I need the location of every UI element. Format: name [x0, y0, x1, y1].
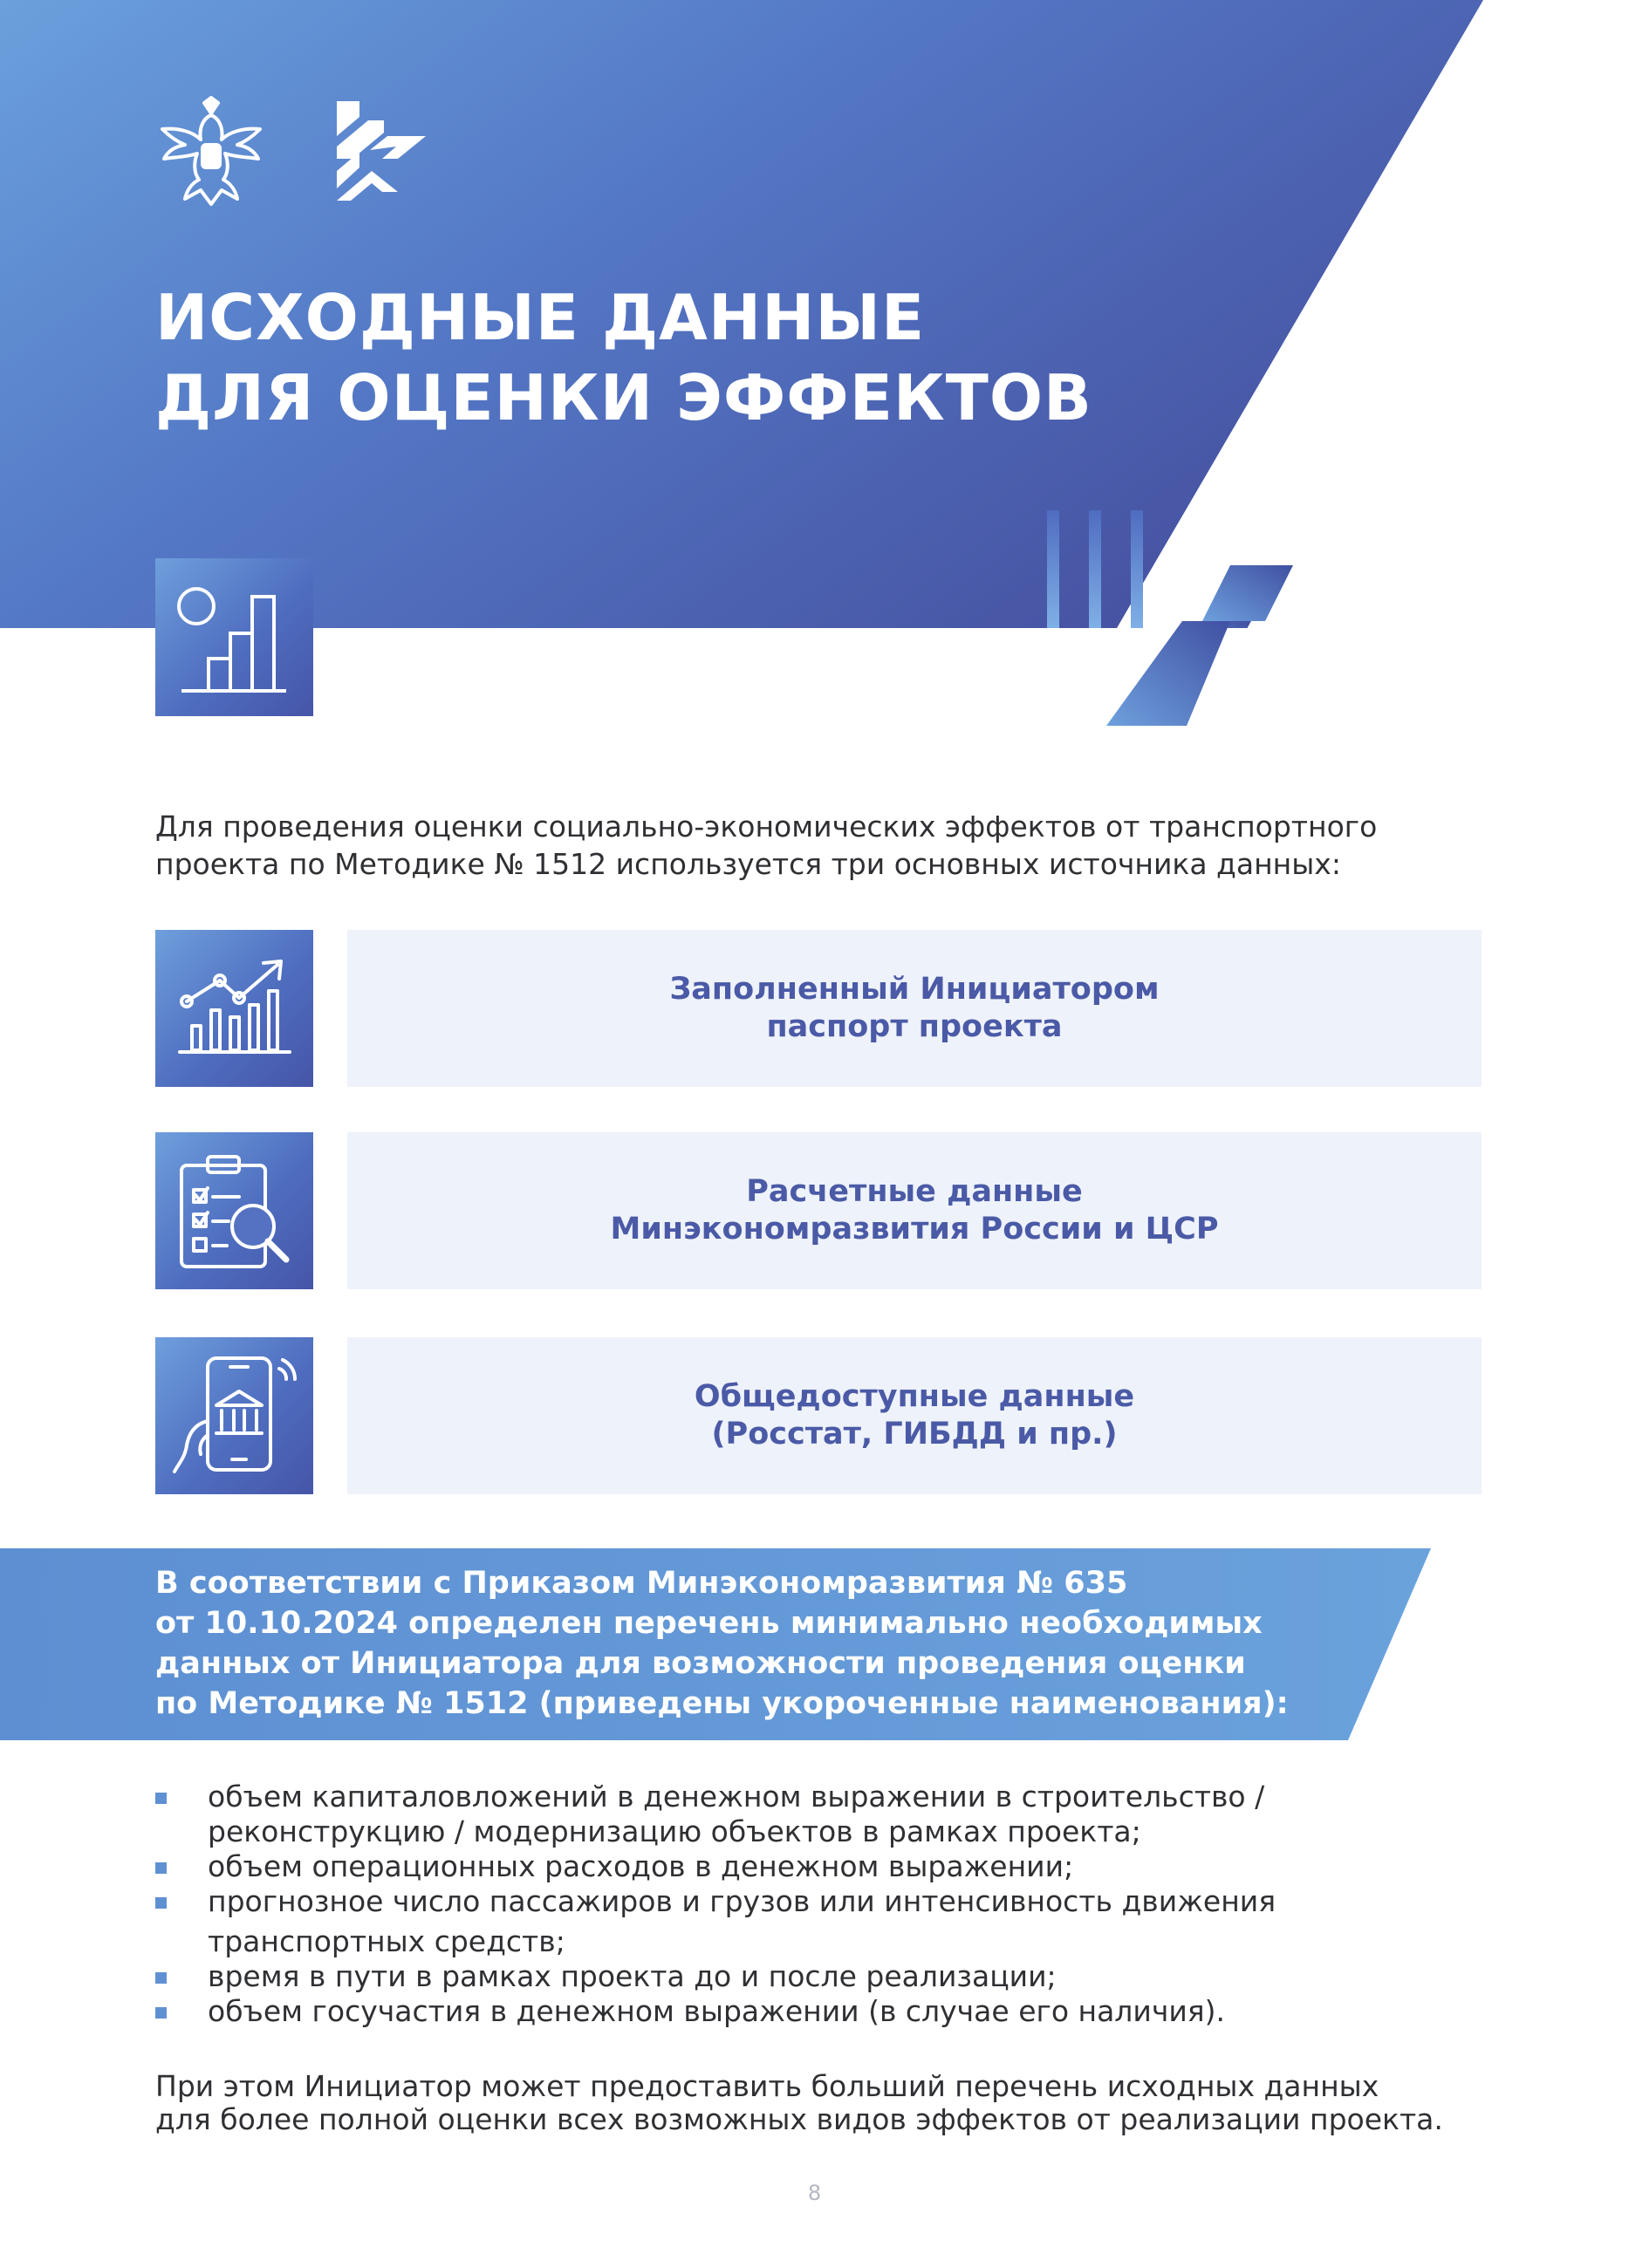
list-item [155, 1780, 1464, 1849]
source-icon-box [155, 930, 313, 1087]
page-title-line: ИСХОДНЫЕ ДАННЫЕ [155, 281, 926, 354]
page-title [155, 277, 1290, 438]
closing-text [155, 2070, 1482, 2136]
clipboard-search-icon [155, 1132, 313, 1289]
list-item-line: реконструкцию / модернизацию объектов в рамках проекта; [208, 1814, 1141, 1848]
list-item-line: транспортных средств; [208, 1924, 565, 1958]
intro-text [155, 808, 1464, 883]
banner-line: от 10.10.2024 определен перечень минимально необходимых [155, 1606, 1263, 1641]
closing-line: При этом Инициатор может предоставить больший перечень исходных данных [155, 2069, 1379, 2103]
bar-chart-icon [155, 558, 313, 716]
source-card-line: Минэкономразвития России и ЦСР [610, 1212, 1219, 1247]
intro-line: проекта по Методике № 1512 используется три основных источника данных: [155, 847, 1341, 881]
square-bullet-icon [155, 2007, 167, 2019]
list-item-line: прогнозное число пассажиров и грузов или интенсивность движения [208, 1884, 1277, 1918]
requirements-list [155, 1780, 1464, 2029]
list-item [155, 1849, 1464, 1884]
source-card-line: паспорт проекта [766, 1009, 1063, 1044]
banner-line: данных от Инициатора для возможности проведения оценки [155, 1646, 1246, 1681]
ministry-logo-mark [330, 98, 428, 204]
growth-chart-icon [155, 930, 313, 1087]
source-icon-box [155, 1337, 313, 1494]
info-banner-text [155, 1563, 1464, 1724]
list-item-line: время в пути в рамках проекта до и после реализации; [208, 1959, 1057, 1993]
square-bullet-icon [155, 1793, 167, 1804]
source-card-line: (Росстат, ГИБДД и пр.) [711, 1417, 1118, 1452]
list-item-line: объем капиталовложений в денежном выражении в строительство / [208, 1780, 1265, 1814]
list-item [155, 1884, 1464, 1959]
russian-eagle-emblem [150, 96, 272, 208]
smartphone-bank-icon [155, 1337, 313, 1494]
banner-line: по Методике № 1512 (приведены укороченные наименования): [155, 1686, 1289, 1721]
source-card-line: Расчетные данные [746, 1174, 1083, 1209]
list-item-line: объем госучастия в денежном выражении (в случае его наличия). [208, 1994, 1226, 2028]
banner-line: В соответствии с Приказом Минэкономразвития № 635 [155, 1566, 1128, 1601]
closing-line: для более полной оценки всех возможных видов эффектов от реализации проекта. [155, 2102, 1443, 2136]
section-icon-box [155, 558, 313, 716]
list-item-line: объем операционных расходов в денежном выражении; [208, 1849, 1074, 1883]
square-bullet-icon [155, 1972, 167, 1984]
source-card-line: Общедоступные данные [694, 1379, 1135, 1414]
source-card-line: Заполненный Инициатором [669, 972, 1160, 1007]
list-item [155, 1994, 1464, 2029]
page-number: 8 [807, 2181, 822, 2205]
source-card [347, 930, 1482, 1087]
square-bullet-icon [155, 1862, 167, 1874]
square-bullet-icon [155, 1897, 167, 1909]
decorative-parallelograms [1099, 558, 1309, 733]
source-card [347, 1132, 1482, 1289]
list-item [155, 1959, 1464, 1994]
page-title-line: ДЛЯ ОЦЕНКИ ЭФФЕКТОВ [155, 361, 1092, 434]
source-card [347, 1337, 1482, 1494]
intro-line: Для проведения оценки социально-экономических эффектов от транспортного [155, 810, 1378, 844]
source-icon-box [155, 1132, 313, 1289]
